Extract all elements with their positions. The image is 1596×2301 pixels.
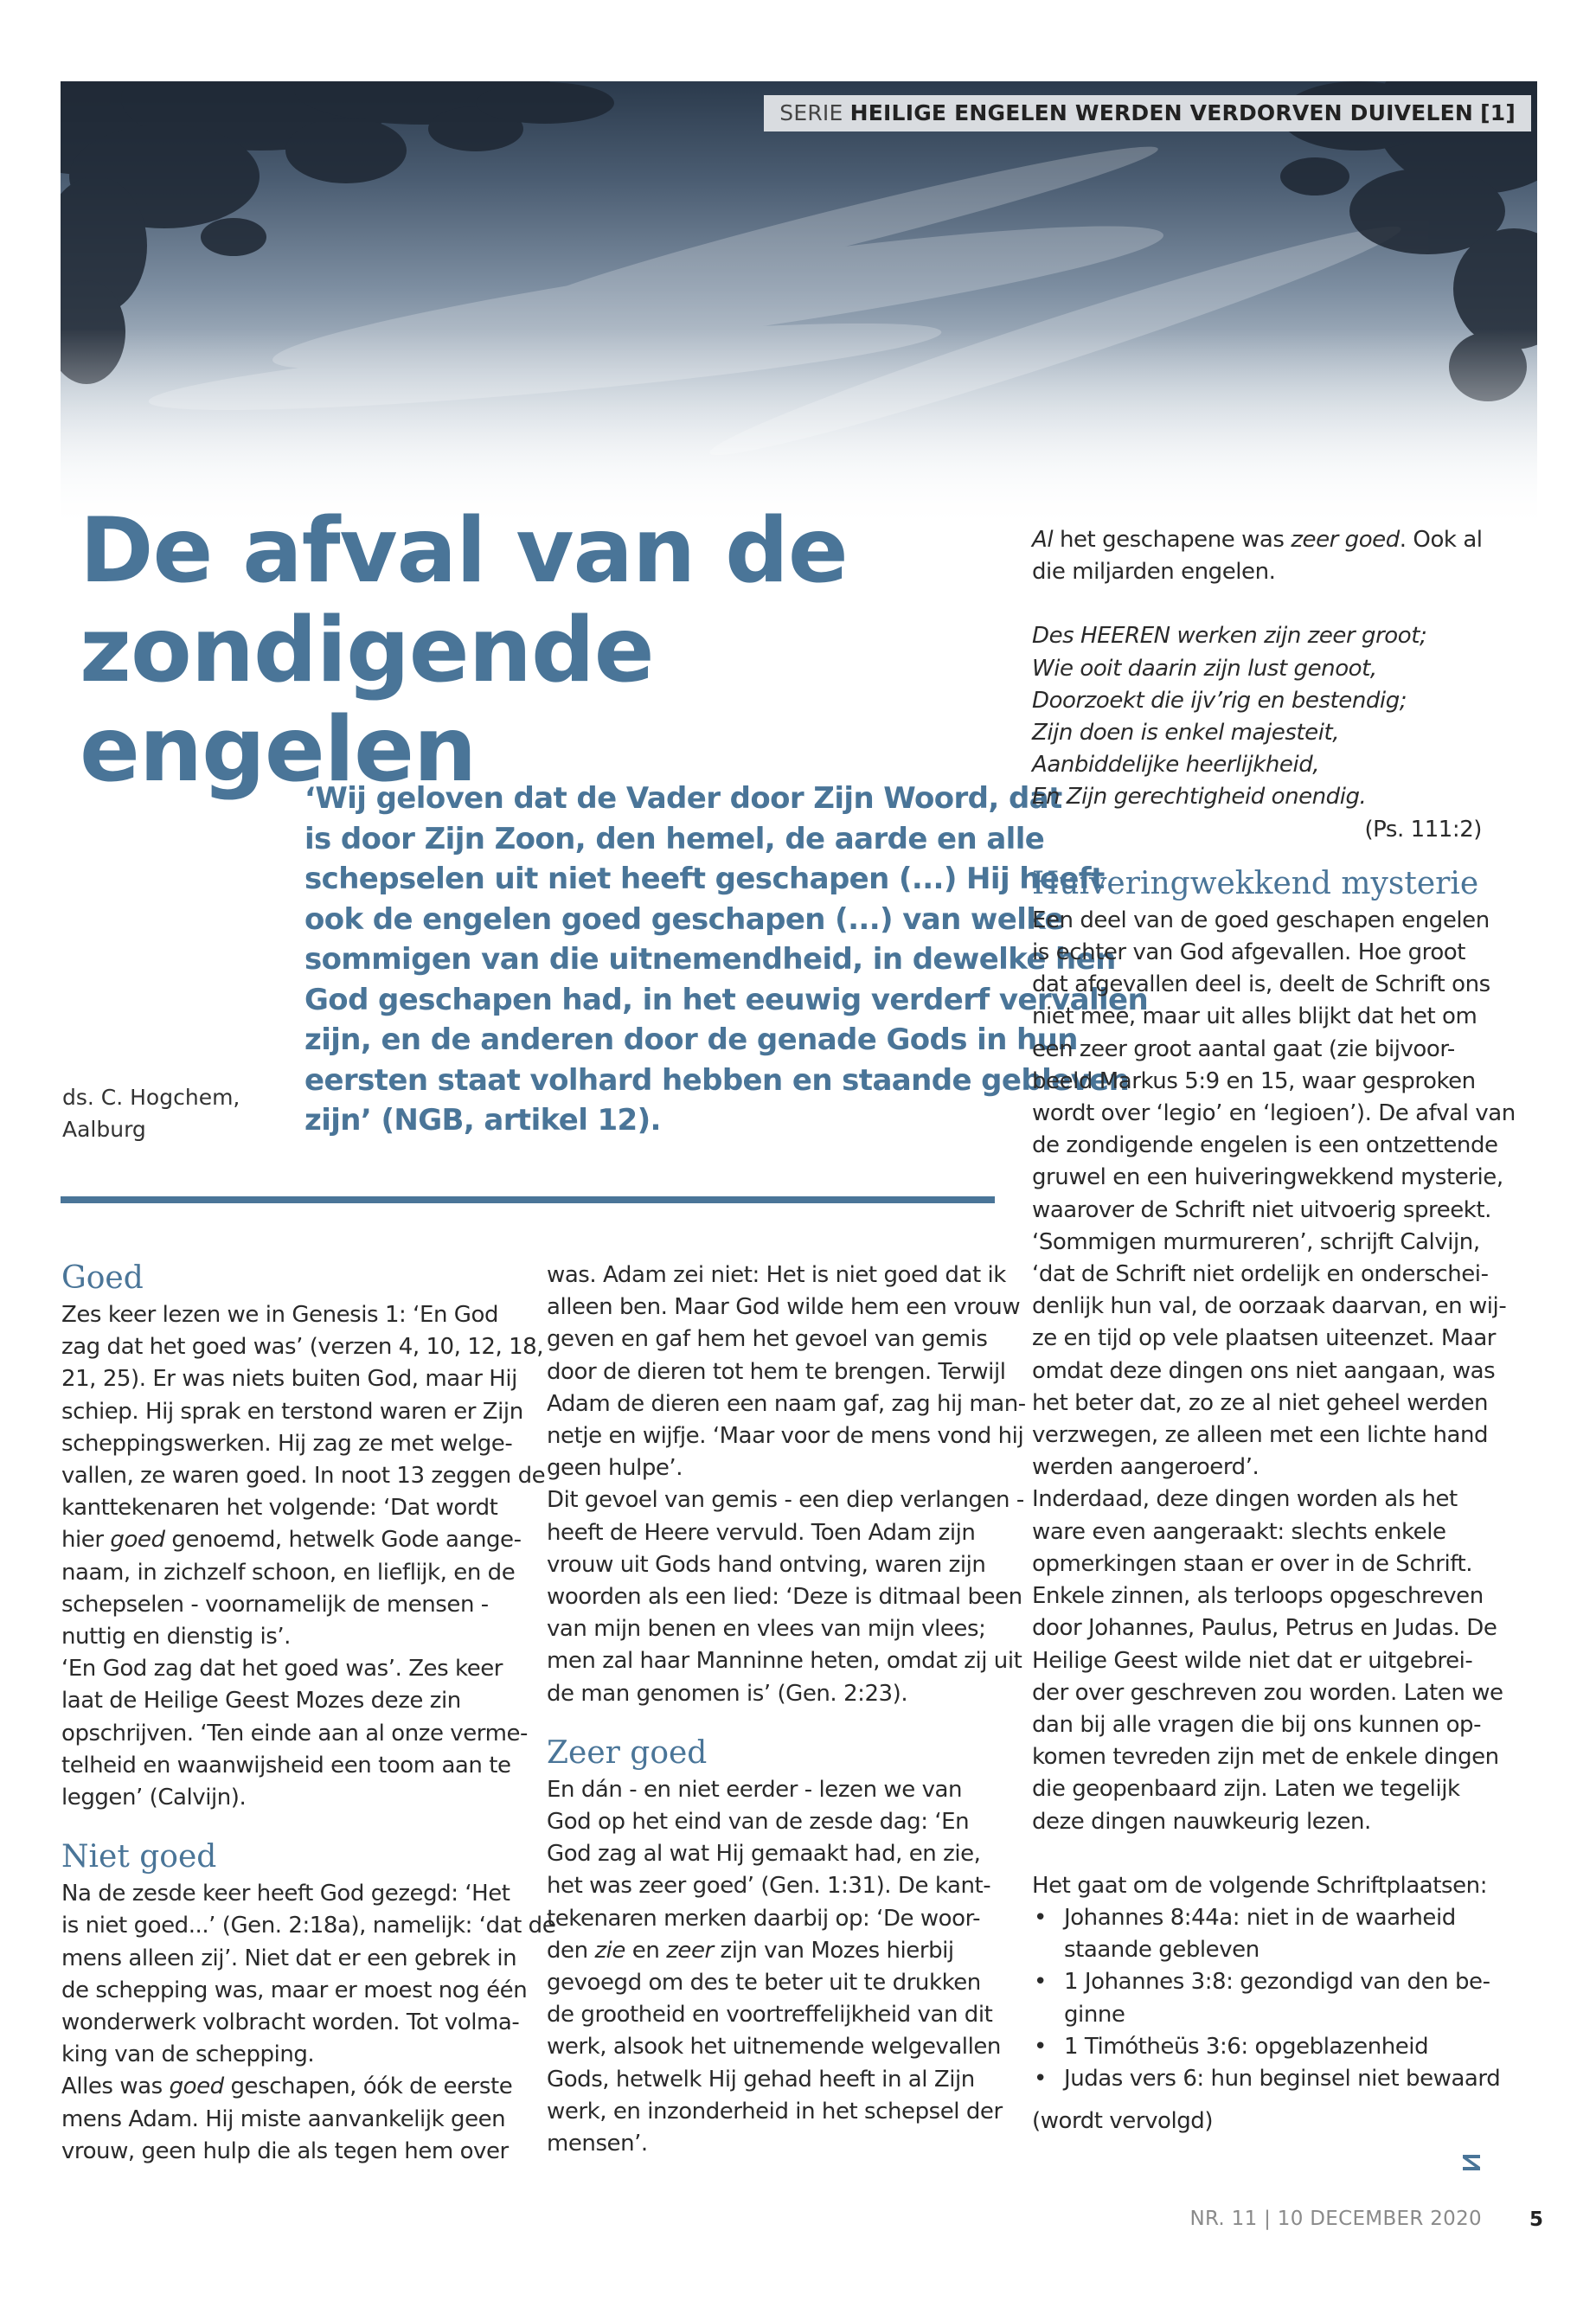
text-line: werk, alsook het uitnemende welgevallen <box>547 2034 1001 2061</box>
spacer <box>1032 588 1482 620</box>
text-run: hier <box>61 1527 111 1554</box>
text-line: de zondigende engelen is een ontzettende <box>1032 1132 1498 1159</box>
page-number: 5 <box>1529 2208 1544 2231</box>
text-line: geven en gaf hem het gevoel van gemis <box>547 1326 988 1353</box>
text-line: is niet goed...’ (Gen. 2:18a), namelijk: ‘dat de <box>61 1913 556 1939</box>
psalm-quote <box>1032 620 1482 845</box>
title-line: zondigende engelen <box>80 599 654 802</box>
text-line: verzwegen, ze alleen met een lichte hand <box>1032 1422 1489 1449</box>
text-line: telheid en waanwijsheid een toom aan te <box>61 1752 511 1779</box>
text-line: • Johannes 8:44a: niet in de waarheid <box>1064 1904 1456 1931</box>
text-line: Dit gevoel van gemis - een diep verlangen - <box>547 1487 1024 1514</box>
text-line: Gods, hetwelk Hij gehad heeft in al Zijn <box>547 2066 975 2093</box>
text-run: zijn van Mozes hierbij <box>713 1937 954 1964</box>
text-line: Adam de dieren een naam gaf, zag hij man- <box>547 1390 1026 1417</box>
quote-line: zijn’ (NGB, artikel 12). <box>304 1103 661 1138</box>
text-line: beeld Markus 5:9 en 15, waar gesproken <box>1032 1067 1476 1094</box>
text-line: deze dingen nauwkeurig lezen. <box>1032 1808 1371 1835</box>
heading-mysterie: Huiveringwekkend mysterie <box>1032 865 1479 901</box>
scripture-list <box>1032 1902 1501 2095</box>
text-line: ‘Sommigen murmureren’, schrijft Calvijn, <box>1032 1228 1480 1255</box>
text-line: wordt over ‘legio’ en ‘legioen’). De afval van <box>1032 1100 1516 1127</box>
text-line: die geopenbaard zijn. Laten we tegelijk <box>1032 1776 1460 1803</box>
text-line: kanttekenaren het volgende: ‘Dat wordt <box>61 1495 498 1522</box>
text-line: geen hulpe’. <box>547 1455 683 1482</box>
text-line: tekenaren merken daarbij op: ‘De woor- <box>547 1905 981 1932</box>
paragraph-adam <box>547 1259 1026 1710</box>
text-run: Alles was <box>61 2073 170 2100</box>
quote-line: God geschapen had, in het eeuwig verderf vervallen <box>304 982 1149 1017</box>
text-line: door Johannes, Paulus, Petrus en Judas. De <box>1032 1615 1497 1642</box>
paragraph-zeer-goed <box>547 1774 1001 2160</box>
title-line: De afval van de <box>80 499 848 603</box>
text-line: staande gebleven <box>1064 1937 1259 1964</box>
text-line: niet mee, maar uit alles blijkt dat het om <box>1032 1003 1477 1030</box>
text-run: . Ook al <box>1399 527 1483 553</box>
text-line: Inderdaad, deze dingen worden als het <box>1032 1486 1458 1513</box>
text-run: genoemd, hetwelk Gode aange- <box>164 1527 522 1554</box>
text-line: gevoegd om des te beter uit te drukken <box>547 1970 981 1997</box>
psalm-line: Wie ooit daarin zijn lust genoot, <box>1032 655 1377 682</box>
text-line: men zal haar Manninne heten, omdat zij uit <box>547 1648 1022 1675</box>
emphasis: Al <box>1032 527 1054 553</box>
text-line: Heilige Geest wilde niet dat er uitgebrei- <box>1032 1647 1473 1674</box>
heading-zeer-goed: Zeer goed <box>547 1734 708 1771</box>
text-line: de man genomen is’ (Gen. 2:23). <box>547 1680 908 1707</box>
sky-trees-illustration <box>61 81 1537 531</box>
text-run: het geschapene was <box>1053 527 1292 553</box>
text-line: Zes keer lezen we in Genesis 1: ‘En God <box>61 1302 499 1328</box>
series-part: [1] <box>1480 100 1516 125</box>
psalm-reference: (Ps. 111:2) <box>1364 816 1482 843</box>
text-run: den <box>547 1937 595 1964</box>
text-line: opschrijven. ‘Ten einde aan al onze verme- <box>61 1720 528 1747</box>
quote-line: is door Zijn Zoon, den hemel, de aarde en alle <box>304 821 1045 856</box>
text-line: de schepping was, maar er moest nog één <box>61 1977 528 2003</box>
author-byline <box>62 1081 240 1145</box>
text-run: en <box>625 1937 667 1964</box>
text-line: werden aangeroerd’. <box>1032 1454 1259 1481</box>
text-line: der over geschreven zou worden. Laten we <box>1032 1679 1503 1706</box>
text-line: alleen ben. Maar God wilde hem een vrouw <box>547 1294 1021 1321</box>
text-line: Enkele zinnen, als terloops opgeschreven <box>1032 1583 1484 1610</box>
quote-line: ook de engelen goed geschapen (...) van welke <box>304 901 1064 937</box>
header-photo <box>61 81 1537 531</box>
text-line: die miljarden engelen. <box>1032 559 1276 586</box>
text-line: gruwel en een huiveringwekkend mysterie, <box>1032 1164 1503 1191</box>
text-line: mens alleen zij’. Niet dat er een gebrek in <box>61 1945 517 1971</box>
text-line: waarover de Schrift niet uitvoerig spreekt. <box>1032 1196 1491 1223</box>
spacer <box>1032 1838 1482 1870</box>
quote-line: ‘Wij geloven dat de Vader door Zijn Woord, dat <box>304 781 1062 816</box>
intro-quote <box>304 779 1149 1141</box>
text-line: mens Adam. Hij miste aanvankelijk geen <box>61 2106 506 2132</box>
text-line: mensen’. <box>547 2131 648 2157</box>
text-line: vrouw, geen hulp die als tegen hem over <box>61 2138 509 2164</box>
series-tag <box>764 95 1531 131</box>
to-be-continued: (wordt vervolgd) <box>1032 2108 1214 2135</box>
series-title: HEILIGE ENGELEN WERDEN VERDORVEN DUIVELEN <box>849 100 1473 125</box>
psalm-line: Zijn doen is enkel majesteit, <box>1032 720 1340 747</box>
text-line: woorden als een lied: ‘Deze is ditmaal been <box>547 1584 1022 1611</box>
psalm-line: Doorzoekt die ijv’rig en bestendig; <box>1032 687 1407 714</box>
issue-footer: NR. 11 | 10 DECEMBER 2020 <box>1189 2208 1482 2230</box>
psalm-line: Aanbiddelijke heerlijkheid, <box>1032 752 1320 779</box>
text-line: ‘dat de Schrift niet ordelijk en onderschei- <box>1032 1261 1489 1288</box>
emphasis: zeer goed <box>1291 527 1400 553</box>
text-line: omdat deze dingen ons niet aangaan, was <box>1032 1357 1496 1384</box>
emphasis: zie <box>594 1937 625 1964</box>
heading-niet-goed: Niet goed <box>61 1839 217 1875</box>
text-line: • 1 Timótheüs 3:6: opgeblazenheid <box>1064 2033 1429 2060</box>
text-line <box>61 2071 516 2103</box>
text-line <box>547 1935 1001 1967</box>
text-line: dan bij alle vragen die bij ons kunnen op- <box>1032 1711 1482 1738</box>
heading-goed: Goed <box>61 1260 144 1296</box>
text-line: • 1 Johannes 3:8: gezondigd van den be- <box>1064 1969 1490 1996</box>
list-item <box>1032 1966 1490 2030</box>
text-line: het was zeer goed’ (Gen. 1:31). De kant- <box>547 1873 991 1900</box>
text-line: door de dieren tot hem te brengen. Terwijl <box>547 1358 1006 1385</box>
list-item <box>1032 1902 1482 1966</box>
list-intro: Het gaat om de volgende Schriftplaatsen: <box>1032 1872 1488 1899</box>
body-column-2 <box>547 1258 1026 2160</box>
text-line: schepselen - voornamelijk de mensen - <box>61 1591 489 1618</box>
text-line: was. Adam zei niet: Het is niet goed dat ik <box>547 1262 1006 1288</box>
text-line <box>61 1524 522 1556</box>
section-divider <box>61 1196 995 1203</box>
text-line: God zag al wat Hij gemaakt had, en zie, <box>547 1841 981 1868</box>
author-name: ds. C. Hogchem, <box>62 1085 240 1110</box>
paragraph-goed <box>61 1299 546 1814</box>
text-line <box>1032 524 1482 556</box>
text-line: ginne <box>1064 2001 1125 2028</box>
text-line: zag dat het goed was’ (verzen 4, 10, 12, 18, <box>61 1334 544 1361</box>
text-line: vrouw uit Gods hand ontving, waren zijn <box>547 1551 986 1578</box>
quote-line: zijn, en de anderen door de genade Gods in hun <box>304 1022 1078 1057</box>
text-line: God op het eind van de zesde dag: ‘En <box>547 1809 970 1836</box>
text-line: leggen’ (Calvijn). <box>61 1785 247 1811</box>
text-line: wonderwerk volbracht worden. Tot volma- <box>61 2009 520 2036</box>
emphasis: zeer <box>666 1937 714 1964</box>
quote-line: sommigen van die uitnemendheid, in dewelke hen <box>304 942 1116 977</box>
text-line: 21, 25). Er was niets buiten God, maar Hij <box>61 1366 517 1393</box>
text-line: denlijk hun val, de oorzaak daarvan, en wij- <box>1032 1293 1507 1320</box>
psalm-line: En Zijn gerechtigheid onendig. <box>1032 784 1367 811</box>
text-line: van mijn benen en vlees van mijn vlees; <box>547 1616 986 1643</box>
text-line: dat afgevallen deel is, deelt de Schrift ons <box>1032 971 1490 998</box>
text-line: komen tevreden zijn met de enkele dingen <box>1032 1744 1499 1771</box>
author-place: Aalburg <box>62 1117 146 1142</box>
text-line: nuttig en dienstig is’. <box>61 1624 291 1650</box>
text-line: heeft de Heere vervuld. Toen Adam zijn <box>547 1519 976 1546</box>
text-line: werk, en inzonderheid in het schepsel der <box>547 2098 1003 2125</box>
list-item <box>1032 2063 1501 2095</box>
text-line: naam, in zichzelf schoon, en lieflijk, en de <box>61 1559 516 1586</box>
text-run: geschapen, óók de eerste <box>223 2073 513 2100</box>
body-column-1 <box>61 1258 556 2168</box>
text-line: schiep. Hij sprak en terstond waren er Zijn <box>61 1398 523 1425</box>
text-line: een zeer groot aantal gaat (zie bijvoor- <box>1032 1035 1455 1062</box>
list-item <box>1032 2031 1482 2063</box>
text-line: ‘En God zag dat het goed was’. Zes keer <box>61 1656 503 1682</box>
text-line: opmerkingen staan er over in de Schrift. <box>1032 1550 1473 1577</box>
text-line: • Judas vers 6: hun beginsel niet bewaard <box>1064 2065 1501 2092</box>
text-line: En dán - en niet eerder - lezen we van <box>547 1776 963 1803</box>
psalm-line: Des HEEREN werken zijn zeer groot; <box>1032 623 1427 650</box>
text-line: king van de schepping. <box>61 2041 315 2068</box>
quote-line: eersten staat volhard hebben en staande gebleven <box>304 1062 1130 1098</box>
text-line: ze en tijd op vele plaatsen uiteenzet. Maar <box>1032 1325 1497 1352</box>
text-line: scheppingswerken. Hij zag ze met welge- <box>61 1430 513 1457</box>
text-line: Een deel van de goed geschapen engelen <box>1032 907 1490 933</box>
text-line: Na de zesde keer heeft God gezegd: ‘Het <box>61 1881 510 1907</box>
emphasis: goed <box>110 1527 165 1554</box>
spacer <box>1032 2095 1482 2106</box>
series-label: SERIE <box>779 100 843 125</box>
emphasis: goed <box>169 2073 224 2100</box>
text-line: is echter van God afgevallen. Hoe groot <box>1032 939 1465 966</box>
paragraph-niet-goed <box>61 1878 556 2168</box>
text-line: de grootheid en voortreffelijkheid van dit <box>547 2002 993 2029</box>
text-line: laat de Heilige Geest Mozes deze zin <box>61 1688 461 1715</box>
end-mark-icon <box>1460 2151 1483 2174</box>
text-line: netje en wijfje. ‘Maar voor de mens vond hij <box>547 1423 1024 1450</box>
quote-line: schepselen uit niet heeft geschapen (...) Hij heeft <box>304 862 1105 896</box>
text-line: het beter dat, zo ze al niet geheel werden <box>1032 1389 1489 1416</box>
text-line: ware even aangeraakt: slechts enkele <box>1032 1518 1446 1545</box>
body-column-3 <box>1032 524 1516 2138</box>
paragraph-mysterie <box>1032 905 1516 1838</box>
text-line: vallen, ze waren goed. In noot 13 zeggen de <box>61 1463 546 1490</box>
